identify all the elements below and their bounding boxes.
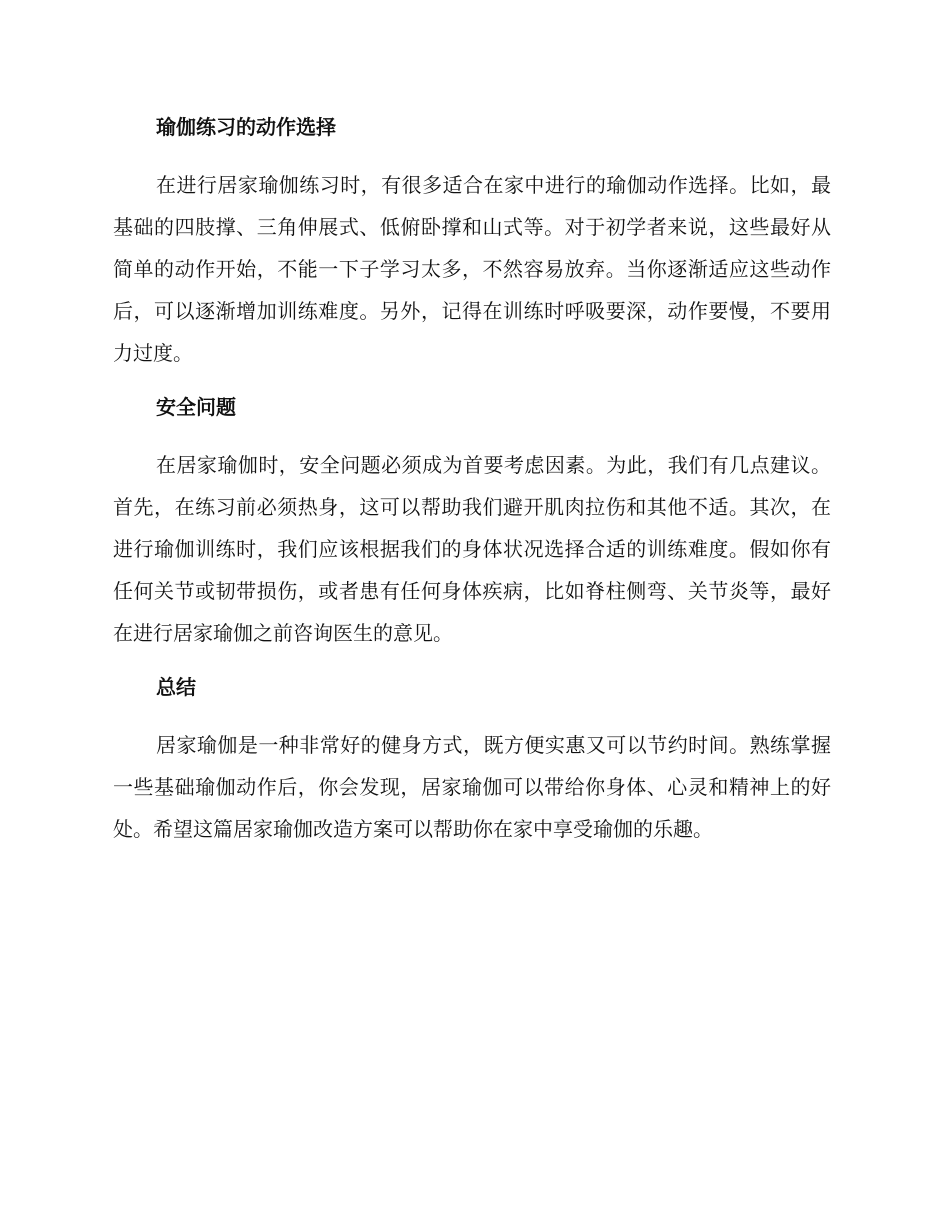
section-paragraph: 在进行居家瑜伽练习时，有很多适合在家中进行的瑜伽动作选择。比如，最基础的四肢撑、三角伸展式、低俯卧撑和山式等。对于初学者来说，这些最好从简单的动作开始，不能一下子学习太多，不然容易放弃。当你逐渐适应这些动作后，可以逐渐增加训练难度。另外，记得在训练时呼吸要深，动作要慢，不要用力过度。 xyxy=(113,173,831,365)
section-yoga-poses xyxy=(113,108,831,374)
document-body xyxy=(113,108,831,850)
section-heading: 瑜伽练习的动作选择 xyxy=(156,115,336,139)
section-summary xyxy=(113,668,831,850)
section-paragraph: 在居家瑜伽时，安全问题必须成为首要考虑因素。为此，我们有几点建议。首先，在练习前必须热身，这可以帮助我们避开肌肉拉伤和其他不适。其次，在进行瑜伽训练时，我们应该根据我们的身体状况选择合适的训练难度。假如你有任何关节或韧带损伤，或者患有任何身体疾病，比如脊柱侧弯、关节炎等，最好在进行居家瑜伽之前咨询医生的意见。 xyxy=(113,453,831,645)
section-heading: 安全问题 xyxy=(156,395,236,419)
section-heading: 总结 xyxy=(156,675,196,699)
section-safety xyxy=(113,388,831,654)
section-paragraph: 居家瑜伽是一种非常好的健身方式，既方便实惠又可以节约时间。熟练掌握一些基础瑜伽动作后，你会发现，居家瑜伽可以带给你身体、心灵和精神上的好处。希望这篇居家瑜伽改造方案可以帮助你在家中享受瑜伽的乐趣。 xyxy=(113,733,831,841)
